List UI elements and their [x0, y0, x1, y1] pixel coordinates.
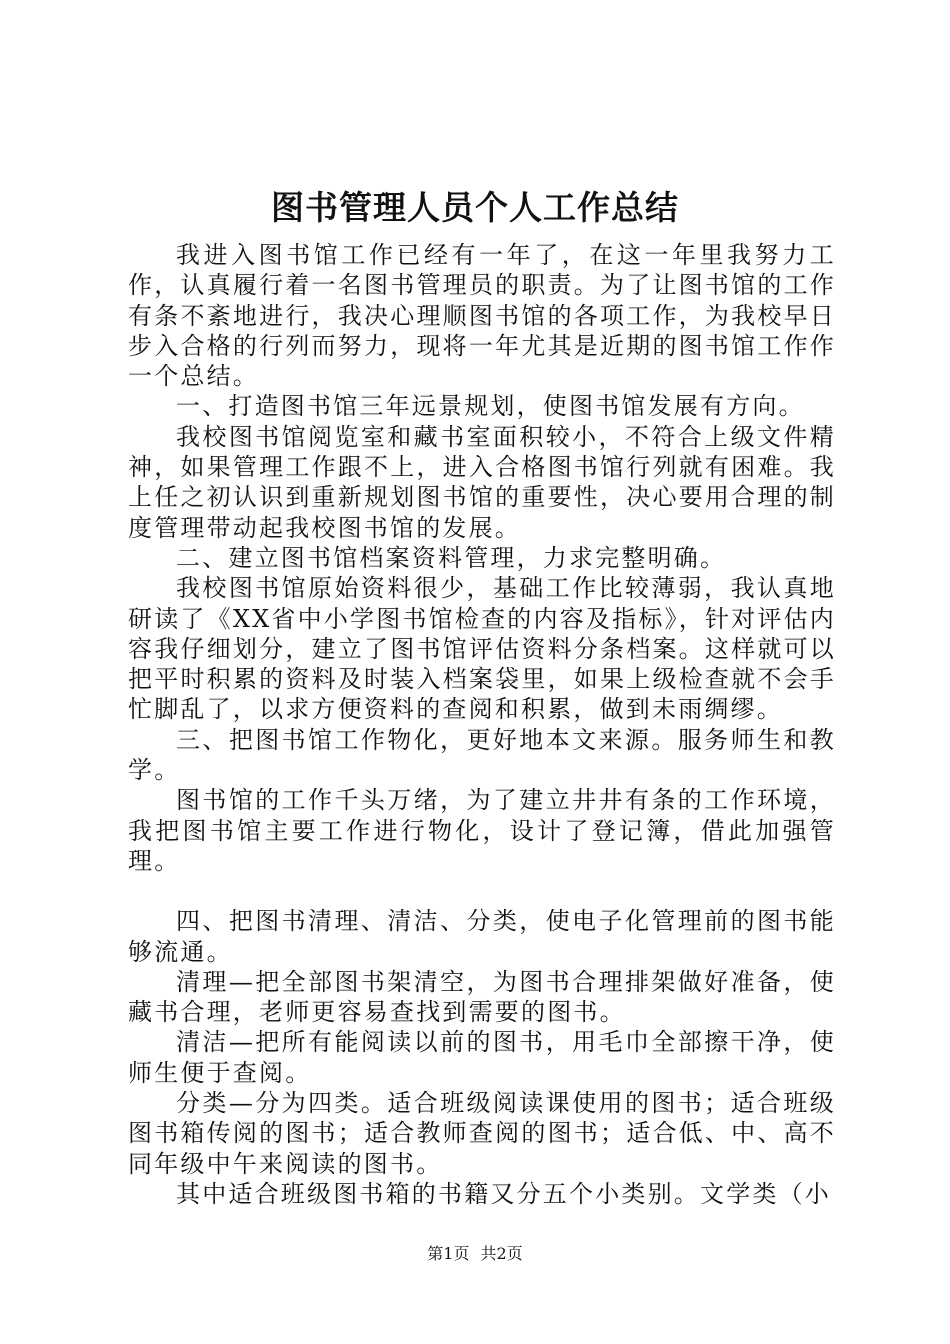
page-total: 共2页 [480, 1244, 523, 1263]
section-heading-3: 三、把图书馆工作物化，更好地本文来源。服务师生和教学。 [128, 725, 836, 785]
paragraph-cleaning: 清洁—把所有能阅读以前的图书，用毛巾全部擦干净，使师生便于查阅。 [128, 1028, 836, 1087]
section-heading-4: 四、把图书清理、清洁、分类，使电子化管理前的图书能够流通。 [128, 907, 836, 966]
section-heading-1: 一、打造图书馆三年远景规划，使图书馆发展有方向。 [176, 392, 805, 421]
page-footer [0, 1243, 950, 1265]
paragraph-section-3: 图书馆的工作千头万绪，为了建立井井有条的工作环境，我把图书馆主要工作进行物化，设计了登记簿，借此加强管理。 [128, 786, 836, 875]
section-heading-2: 二、建立图书馆档案资料管理，力求完整明确。 [176, 543, 727, 572]
paragraph-cleanup: 清理—把全部图书架清空，为图书合理排架做好准备，使藏书合理，老师更容易查找到需要的图书。 [128, 967, 836, 1027]
paragraph-section-2: 我校图书馆原始资料很少，基础工作比较薄弱，我认真地研读了《XX省中小学图书馆检查的内容及指标》，针对评估内容我仔细划分，建立了图书馆评估资料分条档案。这样就可以把平时积累的资料及时装入档案袋里，如果上级检查就不会手忙脚乱了，以求方便资料的查阅和积累，做到未雨绸缪。 [128, 574, 836, 724]
document-title: 图书管理人员个人工作总结 [271, 188, 679, 227]
document-body [128, 240, 836, 1209]
paragraph-intro: 我进入图书馆工作已经有一年了，在这一年里我努力工作，认真履行着一名图书管理员的职责。为了让图书馆的工作有条不紊地进行，我决心理顺图书馆的各项工作，为我校早日步入合格的行列而努力，现将一年尤其是近期的图书馆工作作一个总结。 [128, 241, 836, 391]
paragraph-section-1: 我校图书馆阅览室和藏书室面积较小，不符合上级文件精神，如果管理工作跟不上，进入合格图书馆行列就有困难。我上任之初认识到重新规划图书馆的重要性，决心要用合理的制度管理带动起我校图书馆的发展。 [128, 422, 836, 542]
paragraph-subcategories: 其中适合班级图书箱的书籍又分五个小类别。文学类（小 [176, 1179, 831, 1208]
page-number: 第1页 [427, 1244, 470, 1263]
paragraph-classification: 分类—分为四类。适合班级阅读课使用的图书；适合班级图书箱传阅的图书；适合教师查阅的图书；适合低、中、高不同年级中午来阅读的图书。 [128, 1089, 836, 1178]
